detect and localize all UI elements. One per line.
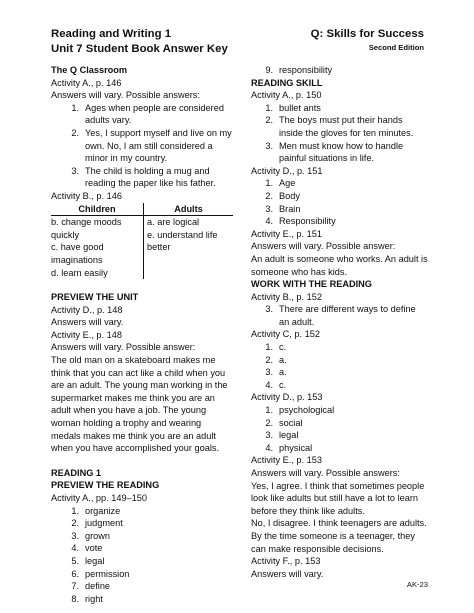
item-number: 1. [71, 505, 79, 516]
item-text: Body [279, 190, 300, 201]
section-heading: READING SKILL [251, 77, 323, 88]
table-cell: d. learn easily [51, 267, 144, 280]
item-number: 3. [71, 165, 79, 176]
list-item [251, 303, 426, 328]
paragraph-line: By the time someone is a teenager, they [251, 530, 415, 541]
list-item [51, 517, 233, 530]
item-number: 2. [265, 115, 273, 126]
item-number: 3. [265, 367, 273, 378]
item-text: Ages when people are considered adults vary. [85, 102, 224, 126]
table-cell: imaginations [51, 254, 144, 267]
item-text: vote [85, 543, 103, 554]
table-row [51, 229, 233, 242]
section-heading: WORK WITH THE READING [251, 279, 372, 290]
item-text: c. [279, 342, 287, 353]
list-item [251, 404, 426, 417]
table-row [51, 216, 233, 229]
list-item [51, 165, 233, 190]
table-cell: b. change moods [51, 216, 144, 229]
answer-note: Answers will vary. Possible answers: [251, 468, 400, 478]
table-cell: e. understand life [147, 229, 218, 240]
list-item [251, 64, 426, 77]
unit-title: Unit 7 Student Book Answer Key [51, 42, 228, 55]
item-text: legal [85, 555, 105, 566]
document-title [51, 27, 228, 56]
item-number: 2. [265, 354, 273, 365]
activity-label: Activity C, p. 152 [251, 329, 320, 340]
item-number: 4. [265, 216, 273, 227]
item-number: 1. [265, 405, 273, 416]
activity-label: Activity A., p. 146 [51, 77, 122, 88]
item-number: 3. [265, 203, 273, 214]
answer-note: Answers will vary. [251, 568, 324, 579]
table-cell [144, 254, 234, 267]
table-cell [144, 267, 234, 280]
item-number: 5. [71, 555, 79, 566]
answer-note: Answers will vary. Possible answers: [51, 90, 200, 101]
item-number: 1. [71, 102, 79, 113]
table-cell: quickly [51, 229, 144, 242]
item-text: bullet ants [279, 102, 321, 113]
paragraph-line: Yes, I agree. I think that sometimes people [251, 480, 425, 491]
list-item [51, 102, 233, 127]
activity-label: Activity D., p. 151 [251, 165, 323, 176]
table-cell: c. have good [51, 241, 144, 254]
list-item [51, 580, 233, 593]
item-text: The boys must put their hands inside the gloves for ten minutes. [279, 115, 414, 138]
table-row [51, 241, 233, 254]
list-item [51, 530, 233, 543]
activity-label: Activity E., p. 153 [251, 455, 322, 466]
item-number: 6. [71, 568, 79, 579]
list-item [251, 354, 426, 367]
list-item [251, 366, 426, 379]
section-heading: PREVIEW THE UNIT [51, 292, 139, 303]
list-item [51, 555, 233, 568]
item-number: 3. [265, 430, 273, 441]
list-item [251, 417, 426, 430]
section-heading: PREVIEW THE READING [51, 480, 160, 491]
list-item [251, 102, 426, 115]
item-text: legal [279, 430, 299, 441]
item-text: c. [279, 379, 287, 390]
children-adults-table [51, 203, 233, 280]
table-cell: a. are logical [147, 217, 200, 228]
list-item [51, 542, 233, 555]
paragraph-line: can make responsible decisions. [251, 543, 384, 554]
list-item [251, 190, 426, 203]
answer-note: Answers will vary. Possible answer: [51, 342, 196, 353]
list-item [51, 127, 233, 165]
section-heading: READING 1 [51, 467, 102, 478]
activity-label: Activity B., p. 146 [51, 190, 122, 201]
activity-label: Activity A., p. 150 [251, 90, 322, 101]
book-title: Reading and Writing 1 [51, 28, 172, 40]
paragraph-line: The old man on a skateboard makes me [51, 355, 216, 366]
item-text: Age [279, 178, 296, 189]
item-number: 2. [265, 190, 273, 201]
list-item [51, 505, 233, 518]
activity-label: Activity D., p. 148 [51, 304, 123, 315]
paragraph-line: No, I disagree. I think teenagers are adults. [251, 518, 427, 529]
table-header-row [51, 203, 233, 216]
item-number: 3. [265, 140, 273, 151]
item-number: 3. [265, 304, 273, 315]
column-header-adults: Adults [144, 203, 234, 216]
item-text: a. [279, 367, 287, 378]
item-text: Brain [279, 203, 301, 214]
paragraph-line: when you have accomplished your goals. [51, 443, 220, 454]
answer-note: Answers will vary. Possible answer: [251, 241, 396, 252]
paragraph-line: before they think like adults. [251, 505, 365, 516]
activity-label: Activity E., p. 151 [251, 228, 322, 239]
list-item [51, 568, 233, 581]
paragraph-line: woman holding a trophy and wearing [51, 418, 202, 429]
item-text: There are different ways to define an adult. [279, 304, 416, 327]
paragraph-line: look like adults but still have a lot to learn [251, 493, 418, 504]
item-text: permission [85, 568, 130, 579]
table-row [51, 254, 233, 267]
edition-label: Second Edition [368, 42, 424, 52]
list-item [251, 429, 426, 442]
item-text: Yes, I support myself and live on my own. No, I am still considered a minor in my country. [85, 127, 232, 164]
brand-name: Q: Skills for Success [310, 28, 424, 40]
item-text: responsibility [279, 65, 333, 75]
item-text: physical [279, 442, 313, 453]
page-number: AK-23 [406, 580, 428, 589]
paragraph-line: are an adult. The young man working in the [51, 380, 228, 391]
item-number: 4. [265, 442, 273, 453]
paragraph-line: supermarket makes me think you are an [51, 392, 215, 403]
list-item [251, 379, 426, 392]
item-number: 9. [265, 65, 273, 75]
item-number: 2. [71, 127, 79, 138]
item-text: a. [279, 354, 287, 365]
section-heading: The Q Classroom [51, 65, 128, 75]
item-text: grown [85, 530, 111, 541]
item-number: 3. [71, 530, 79, 541]
answer-paragraph [251, 480, 426, 556]
item-number: 8. [71, 593, 79, 604]
activity-label: Activity B., p. 152 [251, 291, 322, 302]
column-header-children: Children [51, 203, 144, 216]
list-item [251, 140, 426, 165]
activity-label: Activity F., p. 153 [251, 556, 321, 567]
list-item [51, 593, 233, 606]
answer-note: Answers will vary. [51, 317, 124, 328]
activity-label: Activity D., p. 153 [251, 392, 323, 403]
paragraph-line: medals makes me think you are an adult [51, 430, 216, 441]
item-number: 4. [71, 543, 79, 554]
item-number: 1. [265, 178, 273, 189]
item-text: organize [85, 505, 121, 516]
item-text: define [85, 581, 111, 592]
item-number: 1. [265, 342, 273, 353]
item-number: 2. [71, 518, 79, 529]
item-number: 2. [265, 417, 273, 428]
item-number: 4. [265, 379, 273, 390]
paragraph-line: adult when you have a job. The young [51, 405, 207, 416]
item-text: right [85, 593, 103, 604]
item-text: Men must know how to handle painful situations in life. [279, 140, 404, 164]
item-text: Responsibility [279, 216, 336, 227]
list-item [251, 114, 426, 139]
list-item [251, 203, 426, 216]
paragraph-line: think that you can act like a child when you [51, 367, 226, 378]
table-cell: better [147, 242, 171, 253]
paragraph-line: someone who has kids. [251, 266, 348, 277]
activity-label: Activity A., pp. 149–150 [51, 493, 148, 503]
list-item [251, 341, 426, 354]
brand-block [311, 27, 424, 54]
list-item [251, 177, 426, 190]
item-number: 1. [265, 102, 273, 113]
item-text: social [279, 417, 303, 428]
item-text: psychological [279, 405, 335, 416]
list-item [251, 215, 426, 228]
left-column [51, 64, 233, 605]
paragraph-line: An adult is someone who works. An adult is [251, 253, 428, 264]
item-text: judgment [85, 518, 123, 529]
item-number: 7. [71, 581, 79, 592]
activity-label: Activity E., p. 148 [51, 329, 122, 340]
right-column [251, 64, 426, 580]
list-item [251, 442, 426, 455]
answer-paragraph [51, 354, 233, 455]
table-row [51, 267, 233, 280]
item-text: The child is holding a mug and reading the paper like his father. [85, 165, 216, 189]
